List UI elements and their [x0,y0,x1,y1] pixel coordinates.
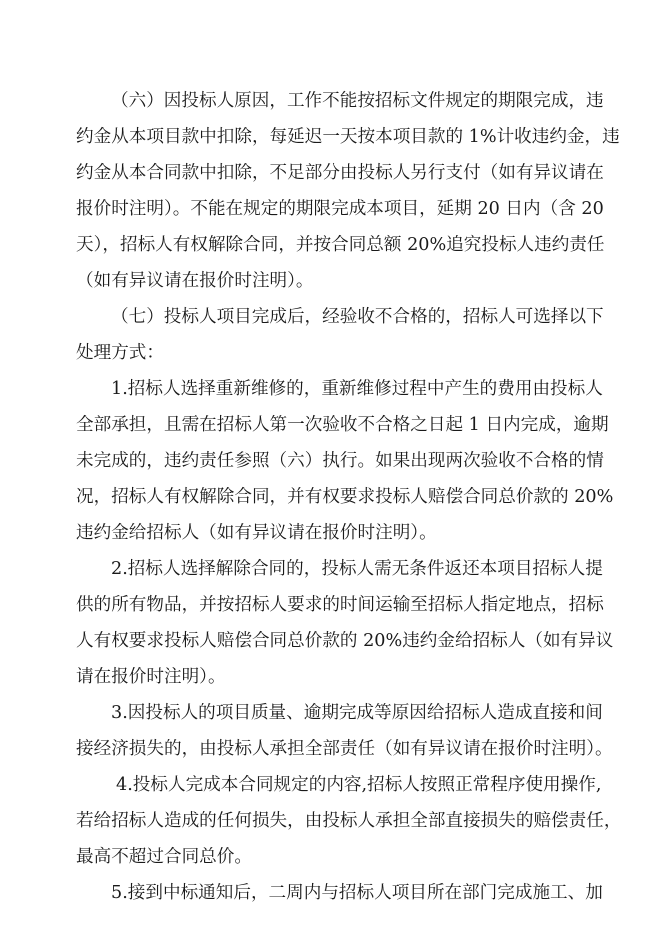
item-3-line-2: 接经济损失的，由投标人承担全部责任（如有异议请在报价时注明）。 [76,739,613,759]
paragraph-6-line-3: 约金从本合同款中扣除，不足部分由投标人另行支付（如有异议请在 [76,163,604,183]
item-4-line-3: 最高不超过合同总价。 [76,847,252,867]
paragraph-6-line-6: （如有异议请在报价时注明）。 [76,271,314,291]
paragraph-7-line-1: （七）投标人项目完成后，经验收不合格的，招标人可选择以下 [111,307,604,327]
item-5-line-1: 5.接到中标通知后，二周内与招标人项目所在部门完成施工、加 [111,883,603,903]
item-1-line-1: 1.招标人选择重新维修的，重新维修过程中产生的费用由投标人 [111,379,603,399]
item-1-line-5: 违约金给招标人（如有异议请在报价时注明）。 [76,523,437,543]
item-1-line-3: 未完成的，违约责任参照（六）执行。如果出现两次验收不合格的情 [76,451,604,471]
item-2-line-1: 2.招标人选择解除合同的，投标人需无条件返还本项目招标人提 [111,559,603,579]
paragraph-6-line-5: 天），招标人有权解除合同，并按合同总额 20%追究投标人违约责任 [76,235,605,255]
paragraph-6-line-2: 约金从本项目款中扣除，每延迟一天按本项目款的 1%计收违约金，违 [76,127,620,147]
item-2-line-3: 人有权要求投标人赔偿合同总价款的 20%违约金给招标人（如有异议 [76,631,614,651]
paragraph-7-line-2: 处理方式： [76,343,164,363]
item-3-line-1: 3.因投标人的项目质量、逾期完成等原因给招标人造成直接和间 [111,703,603,723]
item-1-line-2: 全部承担，且需在招标人第一次验收不合格之日起 1 日内完成，逾期 [76,415,609,435]
item-1-line-4: 况，招标人有权解除合同，并有权要求投标人赔偿合同总价款的 20% [76,487,614,507]
paragraph-6-line-4: 报价时注明）。不能在规定的期限完成本项目，延期 20 日内（含 20 [76,199,604,219]
paragraph-6-line-1: （六）因投标人原因，工作不能按招标文件规定的期限完成，违 [111,91,604,111]
item-4-line-1: 4.投标人完成本合同规定的内容,招标人按照正常程序使用操作, [116,775,602,795]
item-2-line-4: 请在报价时注明）。 [76,667,226,687]
item-4-line-2: 若给招标人造成的任何损失，由投标人承担全部直接损失的赔偿责任， [76,811,622,831]
item-2-line-2: 供的所有物品，并按招标人要求的时间运输至招标人指定地点，招标 [76,595,604,615]
